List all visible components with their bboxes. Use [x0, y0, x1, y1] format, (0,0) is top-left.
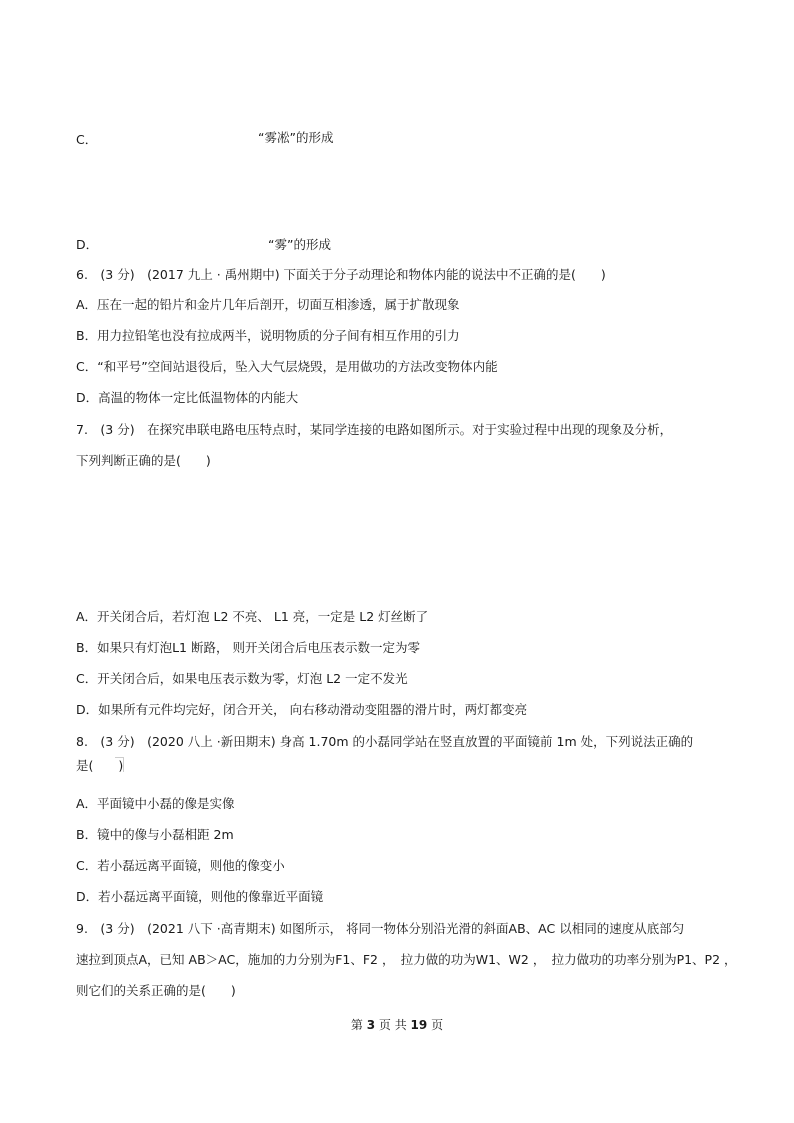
- question-9-stem-line2: 速拉到顶点A，已知 AB＞AC，施加的力分别为F1、F2 ， 拉力做的功为W1、W2 ， 拉力做功的功率分别为P1、P2 ，: [76, 952, 737, 967]
- footer-prefix: 第: [350, 1018, 367, 1032]
- q7-option-d: D．如果所有元件均完好，闭合开关， 向右移动滑动变阻器的滑片时，两灯都变亮: [76, 702, 528, 717]
- footer-suffix: 页: [427, 1018, 444, 1032]
- question-9-stem-line1: 9. (3 分) (2021 八下 ·高青期末) 如图所示， 将同一物体分别沿光滑的斜面AB、AC 以相同的速度从底部匀: [76, 921, 685, 936]
- question-9-stem-line3: 则它们的关系正确的是( ): [76, 983, 236, 998]
- q6-option-d: D．高温的物体一定比低温物体的内能大: [76, 390, 299, 405]
- option-d-image-caption: “雾”的形成: [268, 237, 331, 252]
- question-7-stem-line1: 7. (3 分) 在探究串联电路电压特点时，某同学连接的电路如图所示。对于实验过程中出现的现象及分析，: [76, 422, 673, 437]
- question-7-stem-line2: 下列判断正确的是( ): [76, 453, 211, 468]
- question-6-stem: 6. (3 分) (2017 九上 · 禹州期中) 下面关于分子动理论和物体内能的说法中不正确的是( ): [76, 267, 606, 282]
- q7-option-b: B．如果只有灯泡L1 断路， 则开关闭合后电压表示数一定为零: [76, 640, 420, 655]
- footer-total-pages: 19: [410, 1018, 428, 1032]
- q8-option-c: C．若小磊远离平面镜，则他的像变小: [76, 858, 285, 873]
- option-c-image-caption: “雾凇”的形成: [258, 130, 334, 145]
- q8-option-a: A．平面镜中小磊的像是实像: [76, 796, 235, 811]
- question-8-stem-line1: 8. (3 分) (2020 八上 ·新田期末) 身高 1.70m 的小磊同学站在竖直放置的平面镜前 1m 处，下列说法正确的: [76, 734, 694, 749]
- q8-option-d: D．若小磊远离平面镜，则他的像靠近平面镜: [76, 889, 324, 904]
- page-footer: [0, 1017, 794, 1033]
- q6-option-c: C．“和平号”空间站退役后，坠入大气层烧毁，是用做功的方法改变物体内能: [76, 359, 498, 374]
- footer-page-number: 3: [366, 1018, 376, 1032]
- q8-option-b: B．镜中的像与小磊相距 2m: [76, 827, 234, 842]
- q6-option-b: B．用力拉铅笔也没有拉成两半，说明物质的分子间有相互作用的引力: [76, 328, 460, 343]
- q6-option-a: A．压在一起的铅片和金片几年后剖开，切面互相渗透，属于扩散现象: [76, 297, 460, 312]
- image-placeholder-mark: [115, 757, 124, 772]
- q7-option-c: C．开关闭合后，如果电压表示数为零，灯泡 L2 一定不发光: [76, 671, 408, 686]
- option-c-label: C．: [76, 132, 98, 147]
- footer-middle: 页 共: [375, 1018, 411, 1032]
- option-d-label: D．: [76, 237, 99, 252]
- q7-option-a: A．开关闭合后，若灯泡 L2 不亮、 L1 亮，一定是 L2 灯丝断了: [76, 609, 429, 624]
- question-8-stem-line2: 是( ): [76, 758, 124, 773]
